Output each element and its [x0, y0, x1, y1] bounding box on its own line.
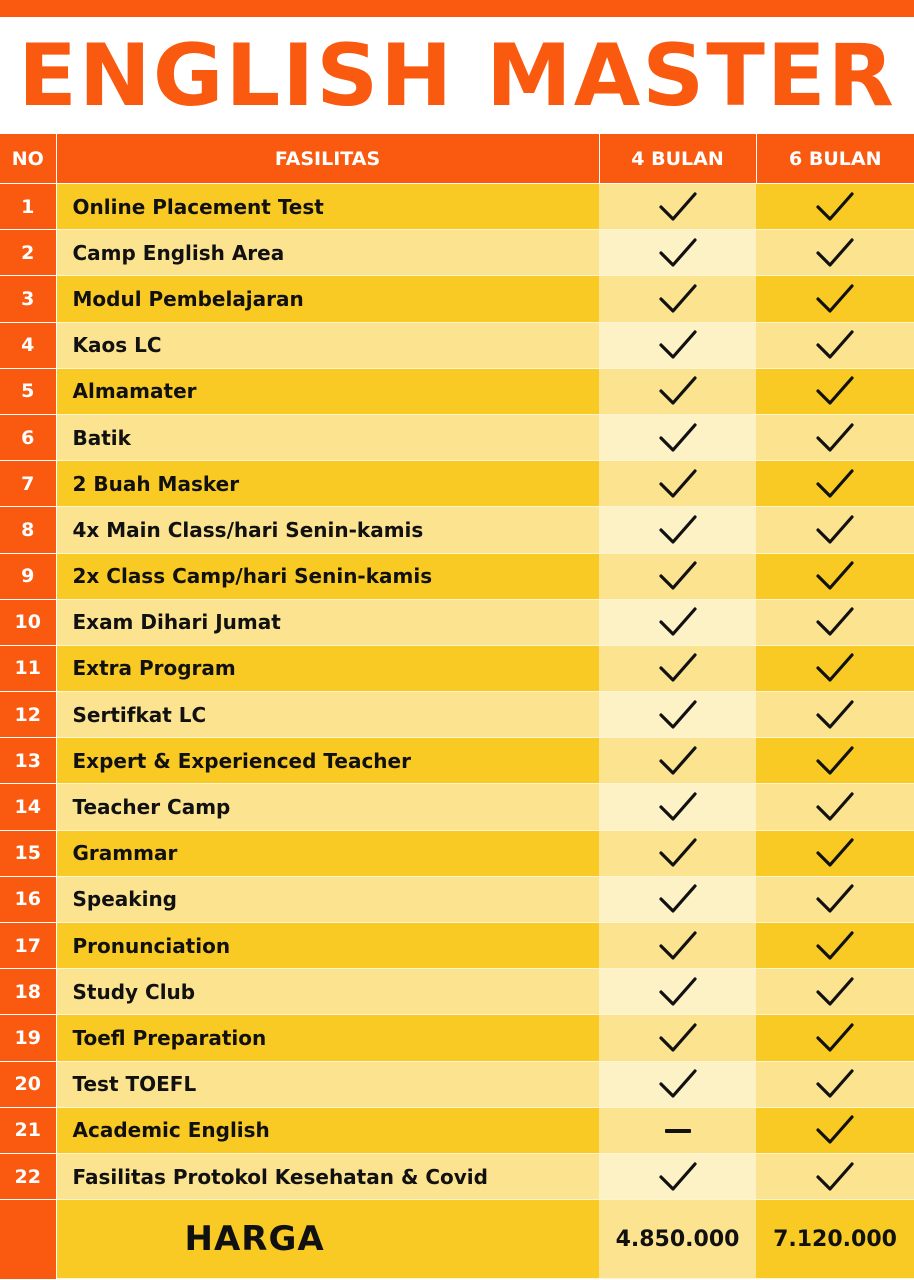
row-number: 21: [0, 1107, 56, 1153]
cell-4-bulan: [599, 1061, 756, 1107]
check-icon: [815, 513, 855, 547]
cell-6-bulan: [756, 692, 914, 738]
row-number: 15: [0, 830, 56, 876]
cell-6-bulan: [756, 599, 914, 645]
check-icon: [658, 605, 698, 639]
cell-6-bulan: [756, 322, 914, 368]
check-icon: [815, 1160, 855, 1194]
check-icon: [815, 605, 855, 639]
check-icon: [815, 190, 855, 224]
cell-6-bulan: [756, 184, 914, 230]
row-number: 2: [0, 230, 56, 276]
cell-4-bulan: [599, 830, 756, 876]
check-icon: [815, 559, 855, 593]
check-icon: [815, 328, 855, 362]
cell-4-bulan: [599, 230, 756, 276]
cell-4-bulan: [599, 692, 756, 738]
check-icon: [658, 1160, 698, 1194]
row-number: 5: [0, 368, 56, 414]
row-number: 11: [0, 645, 56, 691]
cell-6-bulan: [756, 876, 914, 922]
table-row: [0, 784, 914, 830]
row-fasilitas: 2 Buah Masker: [56, 461, 599, 507]
row-fasilitas: Online Placement Test: [56, 184, 599, 230]
check-icon: [658, 467, 698, 501]
table-row: [0, 599, 914, 645]
cell-6-bulan: [756, 1107, 914, 1153]
dash-icon: [665, 1129, 691, 1133]
cell-4-bulan: [599, 969, 756, 1015]
cell-6-bulan: [756, 969, 914, 1015]
row-number: 18: [0, 969, 56, 1015]
check-icon: [815, 1113, 855, 1147]
row-number: 6: [0, 414, 56, 460]
check-icon: [815, 467, 855, 501]
row-number: 9: [0, 553, 56, 599]
cell-4-bulan: [599, 368, 756, 414]
cell-4-bulan: [599, 276, 756, 322]
row-number: 17: [0, 923, 56, 969]
header-4-bulan: 4 BULAN: [599, 134, 756, 184]
price-6-bulan: 7.120.000: [756, 1200, 914, 1279]
cell-4-bulan: [599, 923, 756, 969]
check-icon: [658, 651, 698, 685]
check-icon: [815, 929, 855, 963]
cell-4-bulan: [599, 876, 756, 922]
price-row: [0, 1200, 914, 1279]
price-4-bulan: 4.850.000: [599, 1200, 756, 1279]
cell-4-bulan: [599, 1107, 756, 1153]
check-icon: [815, 374, 855, 408]
cell-6-bulan: [756, 784, 914, 830]
table-row: [0, 645, 914, 691]
row-number: 7: [0, 461, 56, 507]
row-fasilitas: Sertifkat LC: [56, 692, 599, 738]
row-fasilitas: Study Club: [56, 969, 599, 1015]
check-icon: [815, 651, 855, 685]
cell-6-bulan: [756, 645, 914, 691]
table-header-row: [0, 134, 914, 184]
check-icon: [658, 559, 698, 593]
cell-4-bulan: [599, 507, 756, 553]
cell-4-bulan: [599, 414, 756, 460]
row-fasilitas: Academic English: [56, 1107, 599, 1153]
row-fasilitas: Pronunciation: [56, 923, 599, 969]
check-icon: [658, 929, 698, 963]
table-row: [0, 1107, 914, 1153]
check-icon: [658, 328, 698, 362]
row-number: 12: [0, 692, 56, 738]
check-icon: [658, 374, 698, 408]
row-fasilitas: Teacher Camp: [56, 784, 599, 830]
cell-4-bulan: [599, 738, 756, 784]
header-6-bulan: 6 BULAN: [756, 134, 914, 184]
row-number: 1: [0, 184, 56, 230]
cell-4-bulan: [599, 1153, 756, 1199]
check-icon: [658, 513, 698, 547]
table-row: [0, 322, 914, 368]
check-icon: [658, 1067, 698, 1101]
row-fasilitas: Test TOEFL: [56, 1061, 599, 1107]
pricing-table: [0, 134, 914, 1279]
header-no: NO: [0, 134, 56, 184]
row-fasilitas: 2x Class Camp/hari Senin-kamis: [56, 553, 599, 599]
row-number: 22: [0, 1153, 56, 1199]
check-icon: [815, 1067, 855, 1101]
row-number: 10: [0, 599, 56, 645]
check-icon: [815, 975, 855, 1009]
row-fasilitas: Almamater: [56, 368, 599, 414]
row-number: 8: [0, 507, 56, 553]
table-row: [0, 1015, 914, 1061]
row-fasilitas: Speaking: [56, 876, 599, 922]
check-icon: [815, 282, 855, 316]
cell-4-bulan: [599, 461, 756, 507]
cell-4-bulan: [599, 599, 756, 645]
row-number: 20: [0, 1061, 56, 1107]
table-row: [0, 1153, 914, 1199]
table-row: [0, 830, 914, 876]
row-fasilitas: Fasilitas Protokol Kesehatan & Covid: [56, 1153, 599, 1199]
cell-4-bulan: [599, 784, 756, 830]
check-icon: [658, 836, 698, 870]
check-icon: [658, 236, 698, 270]
page-title: ENGLISH MASTER: [18, 26, 896, 126]
cell-6-bulan: [756, 276, 914, 322]
check-icon: [658, 1021, 698, 1055]
cell-6-bulan: [756, 507, 914, 553]
table-row: [0, 923, 914, 969]
row-number: 16: [0, 876, 56, 922]
header-fasilitas: FASILITAS: [56, 134, 599, 184]
row-fasilitas: Batik: [56, 414, 599, 460]
cell-4-bulan: [599, 1015, 756, 1061]
check-icon: [815, 698, 855, 732]
cell-4-bulan: [599, 645, 756, 691]
table-row: [0, 276, 914, 322]
table-row: [0, 184, 914, 230]
price-no-cell: [0, 1200, 56, 1279]
table-row: [0, 738, 914, 784]
table-row: [0, 1061, 914, 1107]
cell-6-bulan: [756, 230, 914, 276]
row-fasilitas: Camp English Area: [56, 230, 599, 276]
cell-6-bulan: [756, 368, 914, 414]
check-icon: [815, 790, 855, 824]
row-fasilitas: Modul Pembelajaran: [56, 276, 599, 322]
table-row: [0, 553, 914, 599]
table-row: [0, 969, 914, 1015]
check-icon: [815, 744, 855, 778]
price-label: HARGA: [56, 1200, 599, 1279]
row-number: 19: [0, 1015, 56, 1061]
table-row: [0, 461, 914, 507]
row-fasilitas: Exam Dihari Jumat: [56, 599, 599, 645]
row-fasilitas: Kaos LC: [56, 322, 599, 368]
row-number: 4: [0, 322, 56, 368]
row-number: 14: [0, 784, 56, 830]
table-row: [0, 230, 914, 276]
check-icon: [658, 744, 698, 778]
row-fasilitas: 4x Main Class/hari Senin-kamis: [56, 507, 599, 553]
row-fasilitas: Extra Program: [56, 645, 599, 691]
check-icon: [815, 882, 855, 916]
cell-4-bulan: [599, 322, 756, 368]
table-row: [0, 507, 914, 553]
check-icon: [658, 975, 698, 1009]
cell-6-bulan: [756, 461, 914, 507]
cell-6-bulan: [756, 1061, 914, 1107]
check-icon: [658, 698, 698, 732]
cell-4-bulan: [599, 184, 756, 230]
check-icon: [658, 790, 698, 824]
table-body: [0, 184, 914, 1200]
row-number: 13: [0, 738, 56, 784]
row-fasilitas: Expert & Experienced Teacher: [56, 738, 599, 784]
table-row: [0, 876, 914, 922]
cell-6-bulan: [756, 553, 914, 599]
row-number: 3: [0, 276, 56, 322]
cell-4-bulan: [599, 553, 756, 599]
check-icon: [658, 421, 698, 455]
cell-6-bulan: [756, 1153, 914, 1199]
cell-6-bulan: [756, 414, 914, 460]
table-row: [0, 368, 914, 414]
check-icon: [658, 190, 698, 224]
table-row: [0, 414, 914, 460]
row-fasilitas: Toefl Preparation: [56, 1015, 599, 1061]
table-row: [0, 692, 914, 738]
check-icon: [815, 421, 855, 455]
check-icon: [658, 882, 698, 916]
top-accent-bar: [0, 0, 914, 17]
cell-6-bulan: [756, 738, 914, 784]
cell-6-bulan: [756, 830, 914, 876]
cell-6-bulan: [756, 923, 914, 969]
check-icon: [815, 236, 855, 270]
check-icon: [815, 1021, 855, 1055]
cell-6-bulan: [756, 1015, 914, 1061]
check-icon: [815, 836, 855, 870]
check-icon: [658, 282, 698, 316]
row-fasilitas: Grammar: [56, 830, 599, 876]
